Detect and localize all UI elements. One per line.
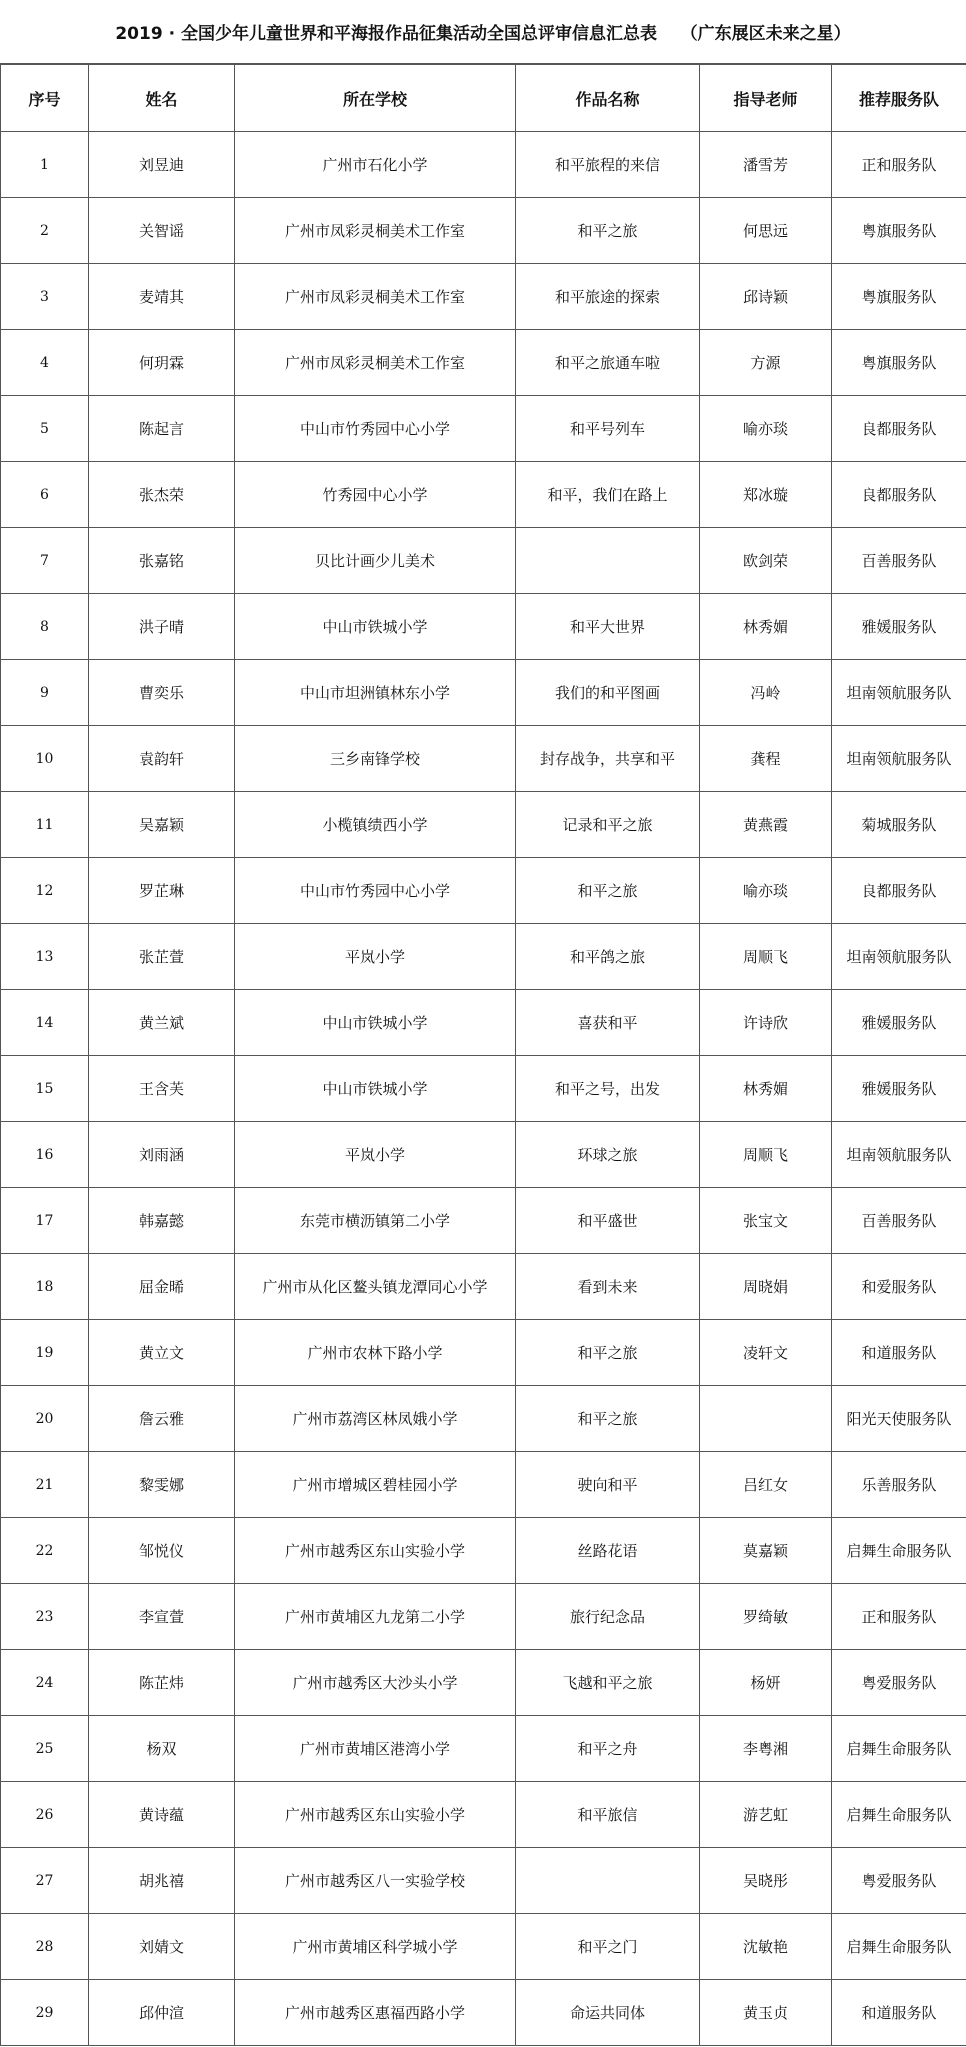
cell-team: 粤爱服务队 bbox=[832, 1650, 966, 1716]
cell-teacher: 周顺飞 bbox=[700, 924, 832, 990]
cell-team: 启舞生命服务队 bbox=[832, 1782, 966, 1848]
cell-teacher bbox=[700, 1386, 832, 1452]
cell-name: 曹奕乐 bbox=[89, 660, 235, 726]
table-row bbox=[1, 462, 966, 528]
cell-teacher: 林秀媚 bbox=[700, 1056, 832, 1122]
cell-work: 喜获和平 bbox=[516, 990, 700, 1056]
cell-name: 黄诗蕴 bbox=[89, 1782, 235, 1848]
cell-name: 何玥霖 bbox=[89, 330, 235, 396]
cell-school: 广州市越秀区惠福西路小学 bbox=[235, 1980, 516, 2046]
cell-index: 22 bbox=[1, 1518, 89, 1584]
cell-teacher: 欧剑荣 bbox=[700, 528, 832, 594]
cell-name: 刘昱迪 bbox=[89, 132, 235, 198]
cell-name: 黎雯娜 bbox=[89, 1452, 235, 1518]
cell-work: 和平号列车 bbox=[516, 396, 700, 462]
table-row bbox=[1, 528, 966, 594]
cell-school: 广州市农林下路小学 bbox=[235, 1320, 516, 1386]
cell-name: 韩嘉懿 bbox=[89, 1188, 235, 1254]
cell-work: 和平鸽之旅 bbox=[516, 924, 700, 990]
cell-index: 4 bbox=[1, 330, 89, 396]
cell-teacher: 吴晓彤 bbox=[700, 1848, 832, 1914]
cell-team: 启舞生命服务队 bbox=[832, 1518, 966, 1584]
cell-team: 雅媛服务队 bbox=[832, 594, 966, 660]
cell-team: 菊城服务队 bbox=[832, 792, 966, 858]
table-row bbox=[1, 1980, 966, 2046]
cell-index: 5 bbox=[1, 396, 89, 462]
cell-teacher: 冯岭 bbox=[700, 660, 832, 726]
cell-work: 旅行纪念品 bbox=[516, 1584, 700, 1650]
header-work: 作品名称 bbox=[516, 65, 700, 132]
cell-work: 环球之旅 bbox=[516, 1122, 700, 1188]
cell-team: 启舞生命服务队 bbox=[832, 1716, 966, 1782]
cell-team: 坦南领航服务队 bbox=[832, 1122, 966, 1188]
cell-teacher: 郑冰璇 bbox=[700, 462, 832, 528]
header-index: 序号 bbox=[1, 65, 89, 132]
table-row bbox=[1, 1320, 966, 1386]
cell-school: 竹秀园中心小学 bbox=[235, 462, 516, 528]
cell-school: 中山市铁城小学 bbox=[235, 990, 516, 1056]
cell-index: 15 bbox=[1, 1056, 89, 1122]
cell-school: 广州市黄埔区港湾小学 bbox=[235, 1716, 516, 1782]
cell-team: 粤旗服务队 bbox=[832, 264, 966, 330]
cell-name: 黄立文 bbox=[89, 1320, 235, 1386]
cell-team: 雅媛服务队 bbox=[832, 1056, 966, 1122]
table-row bbox=[1, 792, 966, 858]
cell-team: 阳光天使服务队 bbox=[832, 1386, 966, 1452]
cell-index: 12 bbox=[1, 858, 89, 924]
cell-school: 平岚小学 bbox=[235, 924, 516, 990]
cell-school: 广州市越秀区大沙头小学 bbox=[235, 1650, 516, 1716]
cell-team: 坦南领航服务队 bbox=[832, 726, 966, 792]
cell-school: 广州市凤彩灵桐美术工作室 bbox=[235, 198, 516, 264]
cell-teacher: 许诗欣 bbox=[700, 990, 832, 1056]
cell-teacher: 潘雪芳 bbox=[700, 132, 832, 198]
sheet-title: 2019 · 全国少年儿童世界和平海报作品征集活动全国总评审信息汇总表 （广东展区未来之星） bbox=[0, 0, 966, 64]
cell-school: 中山市铁城小学 bbox=[235, 594, 516, 660]
table-row bbox=[1, 330, 966, 396]
cell-index: 19 bbox=[1, 1320, 89, 1386]
table-row bbox=[1, 1518, 966, 1584]
cell-school: 中山市铁城小学 bbox=[235, 1056, 516, 1122]
cell-name: 张杰荣 bbox=[89, 462, 235, 528]
table-row bbox=[1, 924, 966, 990]
cell-teacher: 何思远 bbox=[700, 198, 832, 264]
cell-team: 和道服务队 bbox=[832, 1980, 966, 2046]
cell-index: 16 bbox=[1, 1122, 89, 1188]
cell-index: 24 bbox=[1, 1650, 89, 1716]
table-row bbox=[1, 1782, 966, 1848]
cell-index: 10 bbox=[1, 726, 89, 792]
cell-team: 良都服务队 bbox=[832, 858, 966, 924]
cell-name: 詹云雅 bbox=[89, 1386, 235, 1452]
cell-index: 28 bbox=[1, 1914, 89, 1980]
cell-school: 广州市从化区鳌头镇龙潭同心小学 bbox=[235, 1254, 516, 1320]
table-row bbox=[1, 990, 966, 1056]
cell-index: 17 bbox=[1, 1188, 89, 1254]
cell-teacher: 喻亦琰 bbox=[700, 858, 832, 924]
cell-name: 邹悦仪 bbox=[89, 1518, 235, 1584]
cell-name: 陈芷炜 bbox=[89, 1650, 235, 1716]
cell-school: 中山市竹秀园中心小学 bbox=[235, 396, 516, 462]
cell-name: 吴嘉颖 bbox=[89, 792, 235, 858]
cell-teacher: 周顺飞 bbox=[700, 1122, 832, 1188]
cell-team: 雅媛服务队 bbox=[832, 990, 966, 1056]
cell-teacher: 黄燕霞 bbox=[700, 792, 832, 858]
cell-index: 13 bbox=[1, 924, 89, 990]
cell-work: 和平之旅 bbox=[516, 198, 700, 264]
cell-work: 命运共同体 bbox=[516, 1980, 700, 2046]
cell-index: 27 bbox=[1, 1848, 89, 1914]
cell-teacher: 喻亦琰 bbox=[700, 396, 832, 462]
cell-name: 洪子晴 bbox=[89, 594, 235, 660]
cell-team: 粤旗服务队 bbox=[832, 198, 966, 264]
cell-school: 中山市坦洲镇林东小学 bbox=[235, 660, 516, 726]
cell-name: 关智谣 bbox=[89, 198, 235, 264]
header-row bbox=[1, 65, 966, 132]
header-name: 姓名 bbox=[89, 65, 235, 132]
cell-teacher: 罗绮敏 bbox=[700, 1584, 832, 1650]
table-row bbox=[1, 660, 966, 726]
cell-name: 张芷萱 bbox=[89, 924, 235, 990]
cell-work: 和平之舟 bbox=[516, 1716, 700, 1782]
cell-teacher: 李粤湘 bbox=[700, 1716, 832, 1782]
cell-team: 正和服务队 bbox=[832, 132, 966, 198]
cell-teacher: 凌轩文 bbox=[700, 1320, 832, 1386]
cell-work: 和平旅信 bbox=[516, 1782, 700, 1848]
cell-team: 和爱服务队 bbox=[832, 1254, 966, 1320]
cell-school: 广州市越秀区八一实验学校 bbox=[235, 1848, 516, 1914]
cell-index: 7 bbox=[1, 528, 89, 594]
cell-index: 18 bbox=[1, 1254, 89, 1320]
cell-index: 8 bbox=[1, 594, 89, 660]
table-row bbox=[1, 264, 966, 330]
cell-name: 胡兆禧 bbox=[89, 1848, 235, 1914]
table-row bbox=[1, 858, 966, 924]
cell-index: 14 bbox=[1, 990, 89, 1056]
cell-work: 看到未来 bbox=[516, 1254, 700, 1320]
cell-teacher: 周晓娟 bbox=[700, 1254, 832, 1320]
cell-school: 中山市竹秀园中心小学 bbox=[235, 858, 516, 924]
cell-work: 丝路花语 bbox=[516, 1518, 700, 1584]
cell-teacher: 邱诗颖 bbox=[700, 264, 832, 330]
cell-teacher: 杨妍 bbox=[700, 1650, 832, 1716]
cell-index: 6 bbox=[1, 462, 89, 528]
table-row bbox=[1, 132, 966, 198]
cell-team: 坦南领航服务队 bbox=[832, 924, 966, 990]
cell-team: 正和服务队 bbox=[832, 1584, 966, 1650]
cell-team: 乐善服务队 bbox=[832, 1452, 966, 1518]
cell-index: 21 bbox=[1, 1452, 89, 1518]
table-row bbox=[1, 1056, 966, 1122]
cell-name: 邱仲渲 bbox=[89, 1980, 235, 2046]
cell-school: 广州市凤彩灵桐美术工作室 bbox=[235, 330, 516, 396]
header-teacher: 指导老师 bbox=[700, 65, 832, 132]
cell-teacher: 游艺虹 bbox=[700, 1782, 832, 1848]
cell-school: 小榄镇绩西小学 bbox=[235, 792, 516, 858]
header-team: 推荐服务队 bbox=[832, 65, 966, 132]
cell-name: 屈金晞 bbox=[89, 1254, 235, 1320]
cell-work: 和平，我们在路上 bbox=[516, 462, 700, 528]
table-row bbox=[1, 1254, 966, 1320]
cell-team: 百善服务队 bbox=[832, 528, 966, 594]
cell-school: 广州市凤彩灵桐美术工作室 bbox=[235, 264, 516, 330]
header-school: 所在学校 bbox=[235, 65, 516, 132]
cell-work bbox=[516, 528, 700, 594]
cell-work: 和平之旅 bbox=[516, 858, 700, 924]
table-row bbox=[1, 1914, 966, 1980]
cell-school: 三乡南锋学校 bbox=[235, 726, 516, 792]
cell-index: 9 bbox=[1, 660, 89, 726]
cell-name: 麦靖其 bbox=[89, 264, 235, 330]
cell-work: 封存战争，共享和平 bbox=[516, 726, 700, 792]
cell-teacher: 方源 bbox=[700, 330, 832, 396]
cell-name: 张嘉铭 bbox=[89, 528, 235, 594]
cell-school: 贝比计画少儿美术 bbox=[235, 528, 516, 594]
cell-work: 记录和平之旅 bbox=[516, 792, 700, 858]
cell-work: 和平盛世 bbox=[516, 1188, 700, 1254]
cell-school: 广州市越秀区东山实验小学 bbox=[235, 1782, 516, 1848]
cell-team: 良都服务队 bbox=[832, 462, 966, 528]
cell-school: 东莞市横沥镇第二小学 bbox=[235, 1188, 516, 1254]
cell-name: 罗芷琳 bbox=[89, 858, 235, 924]
cell-team: 和道服务队 bbox=[832, 1320, 966, 1386]
table-row bbox=[1, 1386, 966, 1452]
cell-index: 26 bbox=[1, 1782, 89, 1848]
cell-team: 坦南领航服务队 bbox=[832, 660, 966, 726]
cell-work: 和平之旅 bbox=[516, 1386, 700, 1452]
cell-name: 刘雨涵 bbox=[89, 1122, 235, 1188]
cell-name: 袁韵轩 bbox=[89, 726, 235, 792]
cell-work: 和平之旅通车啦 bbox=[516, 330, 700, 396]
cell-team: 百善服务队 bbox=[832, 1188, 966, 1254]
table-row bbox=[1, 1188, 966, 1254]
cell-school: 广州市黄埔区科学城小学 bbox=[235, 1914, 516, 1980]
cell-work: 和平之号，出发 bbox=[516, 1056, 700, 1122]
cell-index: 2 bbox=[1, 198, 89, 264]
cell-index: 3 bbox=[1, 264, 89, 330]
cell-school: 广州市荔湾区林凤娥小学 bbox=[235, 1386, 516, 1452]
table-row bbox=[1, 1584, 966, 1650]
cell-index: 23 bbox=[1, 1584, 89, 1650]
cell-index: 11 bbox=[1, 792, 89, 858]
cell-teacher: 吕红女 bbox=[700, 1452, 832, 1518]
table-row bbox=[1, 1716, 966, 1782]
cell-work bbox=[516, 1848, 700, 1914]
cell-teacher: 黄玉贞 bbox=[700, 1980, 832, 2046]
cell-name: 杨双 bbox=[89, 1716, 235, 1782]
cell-teacher: 龚程 bbox=[700, 726, 832, 792]
table-row bbox=[1, 1122, 966, 1188]
cell-index: 25 bbox=[1, 1716, 89, 1782]
cell-school: 广州市黄埔区九龙第二小学 bbox=[235, 1584, 516, 1650]
table-body bbox=[1, 132, 966, 2046]
cell-teacher: 林秀媚 bbox=[700, 594, 832, 660]
entries-table bbox=[0, 64, 966, 2046]
cell-teacher: 莫嘉颖 bbox=[700, 1518, 832, 1584]
cell-work: 飞越和平之旅 bbox=[516, 1650, 700, 1716]
cell-team: 粤爱服务队 bbox=[832, 1848, 966, 1914]
cell-name: 黄兰斌 bbox=[89, 990, 235, 1056]
cell-name: 刘婧文 bbox=[89, 1914, 235, 1980]
cell-name: 李宣萱 bbox=[89, 1584, 235, 1650]
cell-work: 和平之门 bbox=[516, 1914, 700, 1980]
cell-index: 29 bbox=[1, 1980, 89, 2046]
table-row bbox=[1, 726, 966, 792]
cell-school: 广州市增城区碧桂园小学 bbox=[235, 1452, 516, 1518]
cell-name: 王含芙 bbox=[89, 1056, 235, 1122]
table-row bbox=[1, 1452, 966, 1518]
cell-name: 陈起言 bbox=[89, 396, 235, 462]
cell-school: 平岚小学 bbox=[235, 1122, 516, 1188]
cell-school: 广州市石化小学 bbox=[235, 132, 516, 198]
cell-school: 广州市越秀区东山实验小学 bbox=[235, 1518, 516, 1584]
cell-team: 启舞生命服务队 bbox=[832, 1914, 966, 1980]
table-row bbox=[1, 1848, 966, 1914]
cell-work: 和平之旅 bbox=[516, 1320, 700, 1386]
table-row bbox=[1, 396, 966, 462]
cell-teacher: 张宝文 bbox=[700, 1188, 832, 1254]
cell-team: 良都服务队 bbox=[832, 396, 966, 462]
cell-index: 1 bbox=[1, 132, 89, 198]
table-row bbox=[1, 1650, 966, 1716]
cell-index: 20 bbox=[1, 1386, 89, 1452]
cell-work: 和平大世界 bbox=[516, 594, 700, 660]
cell-teacher: 沈敏艳 bbox=[700, 1914, 832, 1980]
cell-work: 驶向和平 bbox=[516, 1452, 700, 1518]
cell-work: 和平旅程的来信 bbox=[516, 132, 700, 198]
cell-work: 我们的和平图画 bbox=[516, 660, 700, 726]
cell-team: 粤旗服务队 bbox=[832, 330, 966, 396]
cell-work: 和平旅途的探索 bbox=[516, 264, 700, 330]
table-row bbox=[1, 594, 966, 660]
table-row bbox=[1, 198, 966, 264]
